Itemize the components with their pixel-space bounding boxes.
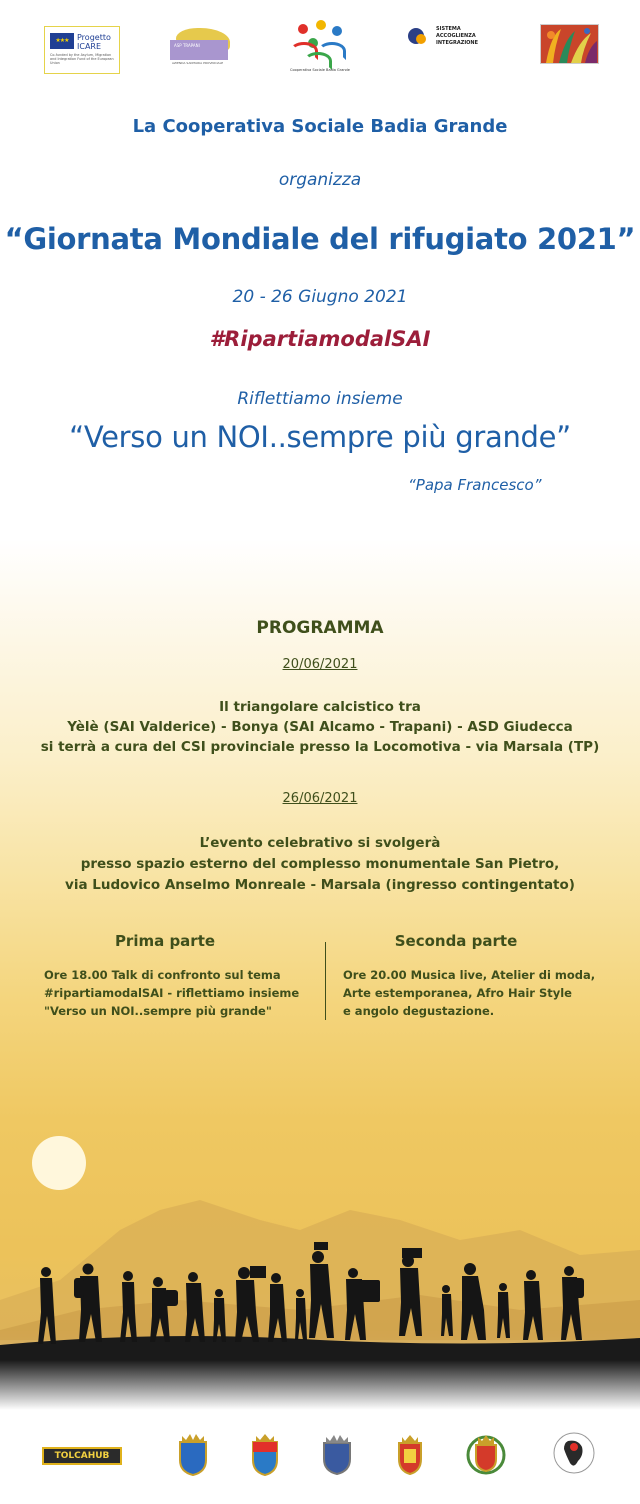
person-yellow-icon [316, 20, 326, 30]
day2-date: 26/06/2021 [282, 791, 358, 806]
refugees-silhouette-scene [0, 1160, 640, 1410]
eu-logo-subtitle: Co-funded by the Asylum, Migration and Integration Fund of the European Union [50, 53, 114, 65]
eu-logo-title: Progetto ICARE [77, 33, 111, 51]
day1-description [0, 697, 640, 757]
day1-date-row [0, 657, 640, 672]
part1-body [44, 966, 320, 1020]
event-dates: 20 - 26 Giugno 2021 [232, 287, 408, 307]
artwork-logo [540, 24, 599, 64]
event-title: “Giornata Mondiale del rifugiato 2021” [4, 222, 636, 256]
part2-line: e angolo degustazione. [343, 1004, 495, 1018]
africa-circle-logo [552, 1431, 596, 1475]
region-crest-icon [250, 1430, 280, 1476]
cooperativa-logo [290, 20, 350, 78]
part1-line: Ore 18.00 Talk di confronto sul tema [44, 968, 281, 982]
part2-title: Seconda parte [394, 932, 518, 950]
quote-text: “Verso un NOI..sempre più grande” [69, 420, 571, 454]
municipal-crest-icon [176, 1430, 210, 1476]
asp-logo-subtitle: AZIENDA SANITARIA PROVINCIALE [172, 61, 224, 65]
part1-title: Prima parte [114, 932, 216, 950]
column-divider [325, 942, 326, 1020]
event-hashtag: #RipartiamodalSAI [209, 327, 431, 351]
trapani-crest-icon [462, 1429, 510, 1477]
castle-crest-icon [396, 1431, 424, 1475]
day2-line: presso spazio esterno del complesso monumentale San Pietro, [80, 856, 560, 872]
asp-logo-title: ASP TRAPANI [174, 43, 200, 48]
coop-logo-caption: Cooperativa Sociale Badia Grande [290, 68, 350, 72]
organizer-name: La Cooperativa Sociale Badia Grande [132, 116, 508, 137]
part1-line: #ripartiamodalSAI - riflettiamo insieme [44, 986, 300, 1000]
day2-line: via Ludovico Anselmo Monreale - Marsala (ingresso contingentato) [65, 877, 575, 893]
person-blue-icon [332, 26, 342, 36]
day2-date-row [0, 791, 640, 806]
asp-trapani-logo [170, 28, 232, 64]
reflect-label: Riflettiamo insieme [237, 389, 403, 409]
town-crest-icon [320, 1431, 354, 1475]
part1-line: "Verso un NOI..sempre più grande" [44, 1004, 272, 1018]
organizes-label: organizza [278, 170, 362, 190]
day1-date: 20/06/2021 [282, 657, 358, 672]
part2-line: Arte estemporanea, Afro Hair Style [343, 986, 572, 1000]
part2-line: Ore 20.00 Musica live, Atelier di moda, [343, 968, 596, 982]
day1-line: si terrà a cura del CSI provinciale presso la Locomotiva - via Marsala (TP) [40, 739, 600, 755]
person-red-icon [298, 24, 308, 34]
day1-line: Yèlè (SAI Valderice) - Bonya (SAI Alcamo - Trapani) - ASD Giudecca [67, 719, 573, 735]
program-heading: PROGRAMMA [256, 618, 384, 638]
eu-icare-logo: ★★★ Progetto ICARE Co-funded by the Asylum, Migration and Integration Fund of the European Union [44, 26, 120, 74]
sai-logo-title: SISTEMA ACCOGLIENZA INTEGRAZIONE [436, 26, 479, 46]
partner-logos [0, 1425, 640, 1485]
day1-line: Il triangolare calcistico tra [219, 699, 421, 715]
quote-author: “Papa Francesco” [408, 476, 542, 494]
day2-description [0, 833, 640, 896]
part2-body [343, 966, 623, 1020]
day2-line: L’evento celebrativo si svolgerà [199, 835, 441, 851]
colorful-leaves-icon [541, 25, 598, 63]
sai-logo [406, 26, 496, 66]
tolcahub-logo: TOLCAHUB [42, 1447, 122, 1465]
